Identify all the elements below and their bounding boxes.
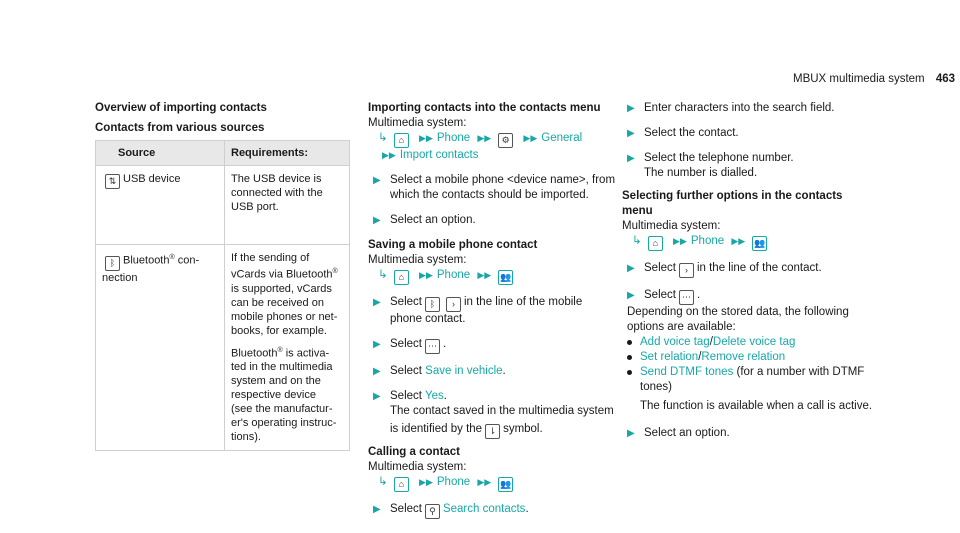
home-icon: ⌂	[648, 236, 663, 251]
home-icon: ⌂	[394, 477, 409, 492]
step-arrow-icon: ▶	[373, 366, 381, 377]
step-arrow-icon: ▶	[627, 153, 635, 164]
step-arrow-icon: ▶	[373, 339, 381, 350]
contacts-icon: 👥	[498, 477, 513, 492]
heading-import: Importing contacts into the contacts menu	[368, 102, 601, 114]
step-arrow-icon: ▶	[373, 215, 381, 226]
step: ▶ Enter characters into the search field.	[627, 102, 835, 114]
usb-icon: ⇅	[105, 174, 120, 189]
bluetooth-icon: ᛒ	[105, 256, 120, 271]
step: ▶ Select an option.	[373, 214, 476, 226]
table-row: ᛒ Bluetooth® con- nection If the sending of vCards via Bluetooth® is supported, vCards can be received on mobile phones or net- books, for example. Bluetooth® is activa- ted in the multimedia system and on the respective device (see the manufactur- er's operating instruc- tions).	[96, 245, 350, 451]
settings-icon: ⚙	[498, 133, 513, 148]
header-title: MBUX multimedia system	[793, 73, 925, 85]
heading-further-options: Selecting further options in the contacts	[622, 190, 843, 202]
step: ▶ Select Save in vehicle.	[373, 365, 506, 377]
right-column: ▶ Enter characters into the search field. ▶ Select the contact. ▶ Select the telephone number. The number is dialled. Selecting further options in the contacts menu Multimedia system: ↳ ⌂ ▶▶ Phone ▶▶ 👥 ▶ Select › in the line of the contact. ▶ Select ⋯ . Depending on the stored data, the following options are available: Add voice tag/Delete voice tag Set relation/Remove relation Send DTMF tones (for a number with DTMF tones) The function is available when a call is active. ▶ Select an option.	[622, 101, 892, 441]
chevron-icon: ▶▶	[673, 236, 687, 246]
chevron-icon: ▶▶	[419, 477, 433, 487]
heading-save: Saving a mobile phone contact	[368, 239, 538, 251]
home-icon: ⌂	[394, 133, 409, 148]
path-arrow-icon: ↳	[378, 269, 388, 281]
list-item: Send DTMF tones (for a number with DTMF tones) The function is available when a call is active.	[622, 365, 892, 414]
step: ▶ Select an option.	[627, 427, 730, 439]
more-options-icon: ⋯	[679, 290, 694, 305]
chevron-right-icon: ›	[679, 263, 694, 278]
bullet-icon	[627, 370, 632, 375]
step-arrow-icon: ▶	[373, 391, 381, 402]
left-heading: Overview of importing contacts	[95, 102, 267, 114]
step: ▶ Select the contact.	[627, 127, 739, 139]
contacts-icon: 👥	[752, 236, 767, 251]
step-arrow-icon: ▶	[627, 103, 635, 114]
bullet-icon	[627, 355, 632, 360]
path-arrow-icon: ↳	[632, 235, 642, 247]
menu-path: ↳ ⌂ ▶▶ Phone ▶▶ 👥	[622, 234, 892, 251]
chevron-icon: ▶▶	[477, 270, 492, 280]
page-header	[793, 73, 955, 85]
sources-table	[95, 140, 350, 451]
chevron-icon: ▶▶	[477, 133, 492, 143]
step-arrow-icon: ▶	[373, 504, 381, 515]
contacts-icon: 👥	[498, 270, 513, 285]
list-item: Set relation/Remove relation	[622, 350, 892, 365]
chevron-icon: ▶▶	[523, 133, 538, 143]
step: ▶ Select ⚲ Search contacts.	[368, 502, 623, 519]
chevron-icon: ▶▶	[382, 150, 396, 160]
more-options-icon: ⋯	[425, 339, 440, 354]
step: ▶ Select ⋯ .	[622, 288, 892, 305]
step-arrow-icon: ▶	[627, 428, 635, 439]
path-arrow-icon: ↳	[378, 132, 388, 144]
step: ▶ Select ⋯ .	[368, 337, 623, 354]
chevron-icon: ▶▶	[419, 133, 433, 143]
chevron-icon: ▶▶	[477, 477, 492, 487]
chevron-icon: ▶▶	[419, 270, 433, 280]
vehicle-saved-icon: ⇂	[485, 424, 500, 439]
table-row: ⇅ USB device The USB device is connected with the USB port.	[96, 166, 350, 245]
mobile-phone-icon: ᛒ	[425, 297, 440, 312]
step: ▶ Select Yes. The contact saved in the multimedia system is identified by the ⇂ symbol.	[368, 389, 623, 439]
search-icon: ⚲	[425, 504, 440, 519]
step: ▶ Select › in the line of the contact.	[622, 261, 892, 278]
middle-column: Importing contacts into the contacts menu Multimedia system: ↳ ⌂ ▶▶ Phone ▶▶ ⚙ ▶▶ General ▶▶ Import contacts ▶ Select a mobile phone <device name>, from which the contacts should be imported. ▶ Select an option. Saving a mobile phone contact Multimedia system: ↳ ⌂ ▶▶ Phone ▶▶ 👥 ▶ Select ᛒ › in the line of the mobile phone contact. ▶ Select ⋯ . ▶ Select Save in vehicle. ▶ Select Yes. The contact saved in the multimedia system is identified by the ⇂ symbol. Calling a contact Multimedia system: ↳ ⌂ ▶▶ Phone ▶▶ 👥 ▶ Select ⚲ Search contacts.	[368, 101, 623, 519]
left-subheading: Contacts from various sources	[95, 122, 265, 134]
list-item: Add voice tag/Delete voice tag	[622, 335, 892, 350]
step-arrow-icon: ▶	[627, 290, 635, 301]
step-arrow-icon: ▶	[627, 263, 635, 274]
step-arrow-icon: ▶	[373, 175, 381, 186]
table-header-source: Source	[96, 141, 225, 166]
step: ▶ Select ᛒ › in the line of the mobile phone contact.	[373, 296, 583, 325]
chevron-icon: ▶▶	[731, 236, 746, 246]
page-number: 463	[935, 73, 956, 85]
heading-calling: Calling a contact	[368, 446, 461, 458]
step-arrow-icon: ▶	[627, 128, 635, 139]
step-arrow-icon: ▶	[373, 297, 381, 308]
step: ▶ Select a mobile phone <device name>, from which the contacts should be imported.	[373, 174, 616, 201]
menu-path: ↳ ⌂ ▶▶ Phone ▶▶ 👥	[368, 475, 623, 492]
table-header-requirements: Requirements:	[225, 141, 350, 166]
chevron-right-icon: ›	[446, 297, 461, 312]
bullet-icon	[627, 340, 632, 345]
home-icon: ⌂	[394, 270, 409, 285]
path-arrow-icon: ↳	[378, 476, 388, 488]
step: ▶ Select the telephone number. The number is dialled.	[627, 152, 794, 179]
menu-path: ↳ ⌂ ▶▶ Phone ▶▶ ⚙ ▶▶ General	[368, 131, 623, 148]
menu-path: ↳ ⌂ ▶▶ Phone ▶▶ 👥	[368, 268, 623, 285]
